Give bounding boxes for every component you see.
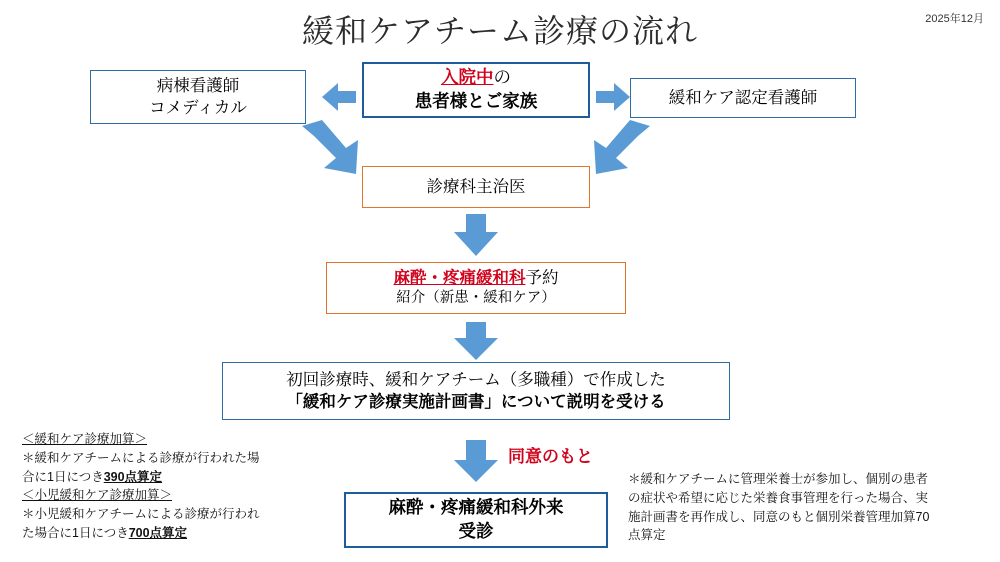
arrow-right: [594, 80, 630, 114]
care-plan-line1: 初回診療時、緩和ケアチーム（多職種）で作成した: [286, 370, 666, 389]
note-left-body-1a: ＊緩和ケアチームによる診療が行われた場: [22, 450, 260, 465]
note-left-heading-1: ＜緩和ケア診療加算＞: [22, 432, 148, 446]
outpatient-line2: 受診: [458, 521, 494, 541]
note-right-line-4: 点算定: [628, 528, 666, 543]
patient-box-line2: 患者様とご家族: [414, 91, 538, 111]
patient-box-line1-highlight: 入院中: [441, 67, 494, 88]
care-plan-line2: 「緩和ケア診療実施計画書」について説明を受ける: [286, 393, 666, 411]
note-left-body-1-emphasis: 390点算定: [103, 469, 163, 484]
ward-nurse-box: [90, 70, 306, 124]
attending-physician-line1: 診療科主治医: [426, 177, 526, 196]
arrow-left: [322, 80, 358, 114]
patient-box-line1-suffix: の: [493, 67, 511, 88]
note-right-line-1: ＊緩和ケアチームに管理栄養士が参加し、個別の患者: [628, 472, 929, 486]
reservation-line1-suffix: 予約: [525, 269, 559, 288]
note-left-body-1b-text: 合に1日につき: [22, 469, 104, 484]
ward-nurse-line2: コメディカル: [149, 99, 247, 117]
certified-nurse-line1: 緩和ケア認定看護師: [668, 88, 818, 107]
note-left-body-2-emphasis: 700点算定: [128, 525, 188, 540]
note-right: [628, 470, 988, 545]
reservation-line1-highlight: 麻酔・疼痛緩和科: [393, 269, 526, 288]
certified-nurse-box: [630, 78, 856, 118]
reservation-line2: 紹介（新患・緩和ケア）: [396, 290, 556, 307]
note-left-heading-2: ＜小児緩和ケア診療加算＞: [22, 488, 173, 503]
care-plan-box: [222, 362, 730, 420]
arrow-diagonal-right-down: [588, 118, 652, 180]
consent-label: 同意のもと: [508, 447, 593, 466]
patient-and-family-box: [362, 62, 590, 118]
arrow-down-1: [452, 212, 500, 258]
outpatient-visit-box: [344, 492, 608, 548]
note-left-body-2a: ＊小児緩和ケアチームによる診療が行われ: [22, 507, 260, 521]
note-left-body-2b: [22, 524, 322, 543]
patient-box-line1: [441, 66, 511, 90]
note-right-line-3: 施計画書を再作成し、同意のもと個別栄養管理加算70: [628, 509, 930, 524]
note-left-body-1b: [22, 468, 322, 487]
arrow-down-3: [452, 438, 500, 484]
note-left: [22, 430, 322, 543]
arrow-diagonal-left-down: [300, 118, 364, 180]
arrow-down-2: [452, 320, 500, 362]
reservation-line1: [394, 267, 559, 289]
ward-nurse-line1: 病棟看護師: [156, 76, 240, 95]
attending-physician-box: [362, 166, 590, 208]
note-right-line-2: の症状や希望に応じた栄養食事管理を行った場合、実: [628, 490, 929, 505]
page-title: 緩和ケアチーム診療の流れ: [301, 13, 698, 49]
note-left-body-2b-text: た場合に1日につき: [22, 525, 129, 540]
anesthesia-reservation-box: [326, 262, 626, 314]
outpatient-line1: 麻酔・疼痛緩和科外来: [388, 497, 564, 518]
date-label: 2025年12月: [925, 13, 984, 25]
